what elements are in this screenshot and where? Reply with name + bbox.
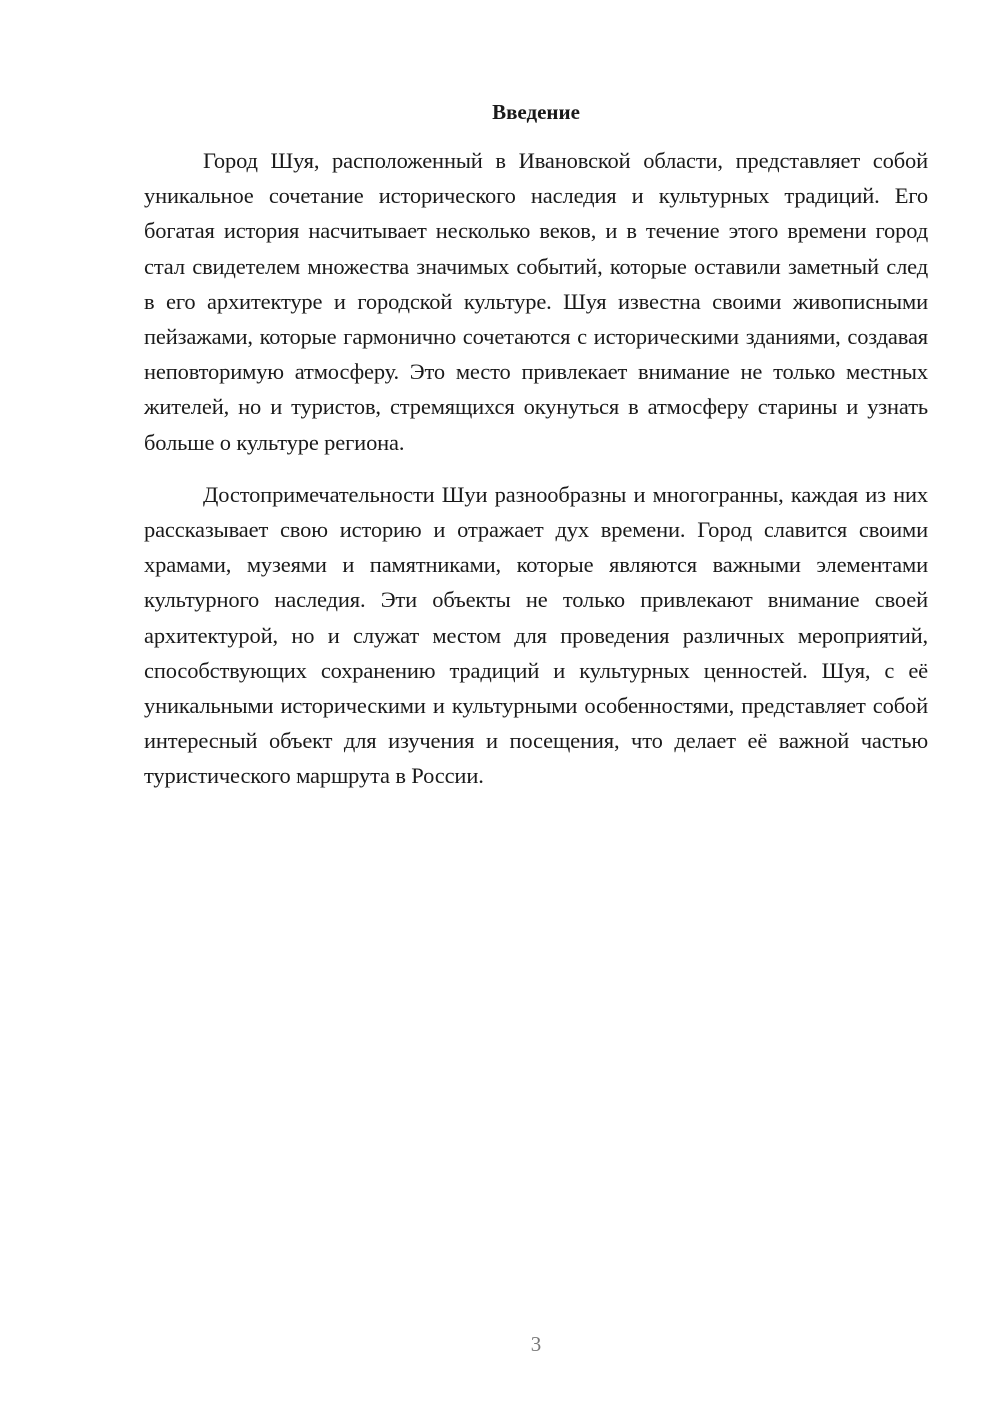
document-body <box>144 143 928 794</box>
paragraph-attractions: Достопримечательности Шуи разнообразны и многогранны, каждая из них рассказывает свою историю и отражает дух времени. Город славится своими храмами, музеями и памятниками, которые являются важными элементами культурного наследия. Эти объекты не только привлекают внимание своей архитектурой, но и служат местом для проведения различных мероприятий, способствующих сохранению традиций и культурных ценностей. Шуя, с её уникальными историческими и культурными особенностями, представляет собой интересный объект для изучения и посещения, что делает её важной частью туристического маршрута в России. <box>144 481 928 789</box>
page-number: 3 <box>530 1332 542 1356</box>
section-title: Введение <box>492 100 580 124</box>
paragraph-intro: Город Шуя, расположенный в Ивановской области, представляет собой уникальное сочетание исторического наследия и культурных традиций. Его богатая история насчитывает несколько веков, и в течение этого времени город стал свидетелем множества значимых событий, которые оставили заметный след в его архитектуре и городской культуре. Шуя известна своими живописными пейзажами, которые гармонично сочетаются с историческими зданиями, создавая неповторимую атмосферу. Это место привлекает внимание не только местных жителей, но и туристов, стремящихся окунуться в атмосферу старины и узнать больше о культуре региона. <box>144 148 928 455</box>
